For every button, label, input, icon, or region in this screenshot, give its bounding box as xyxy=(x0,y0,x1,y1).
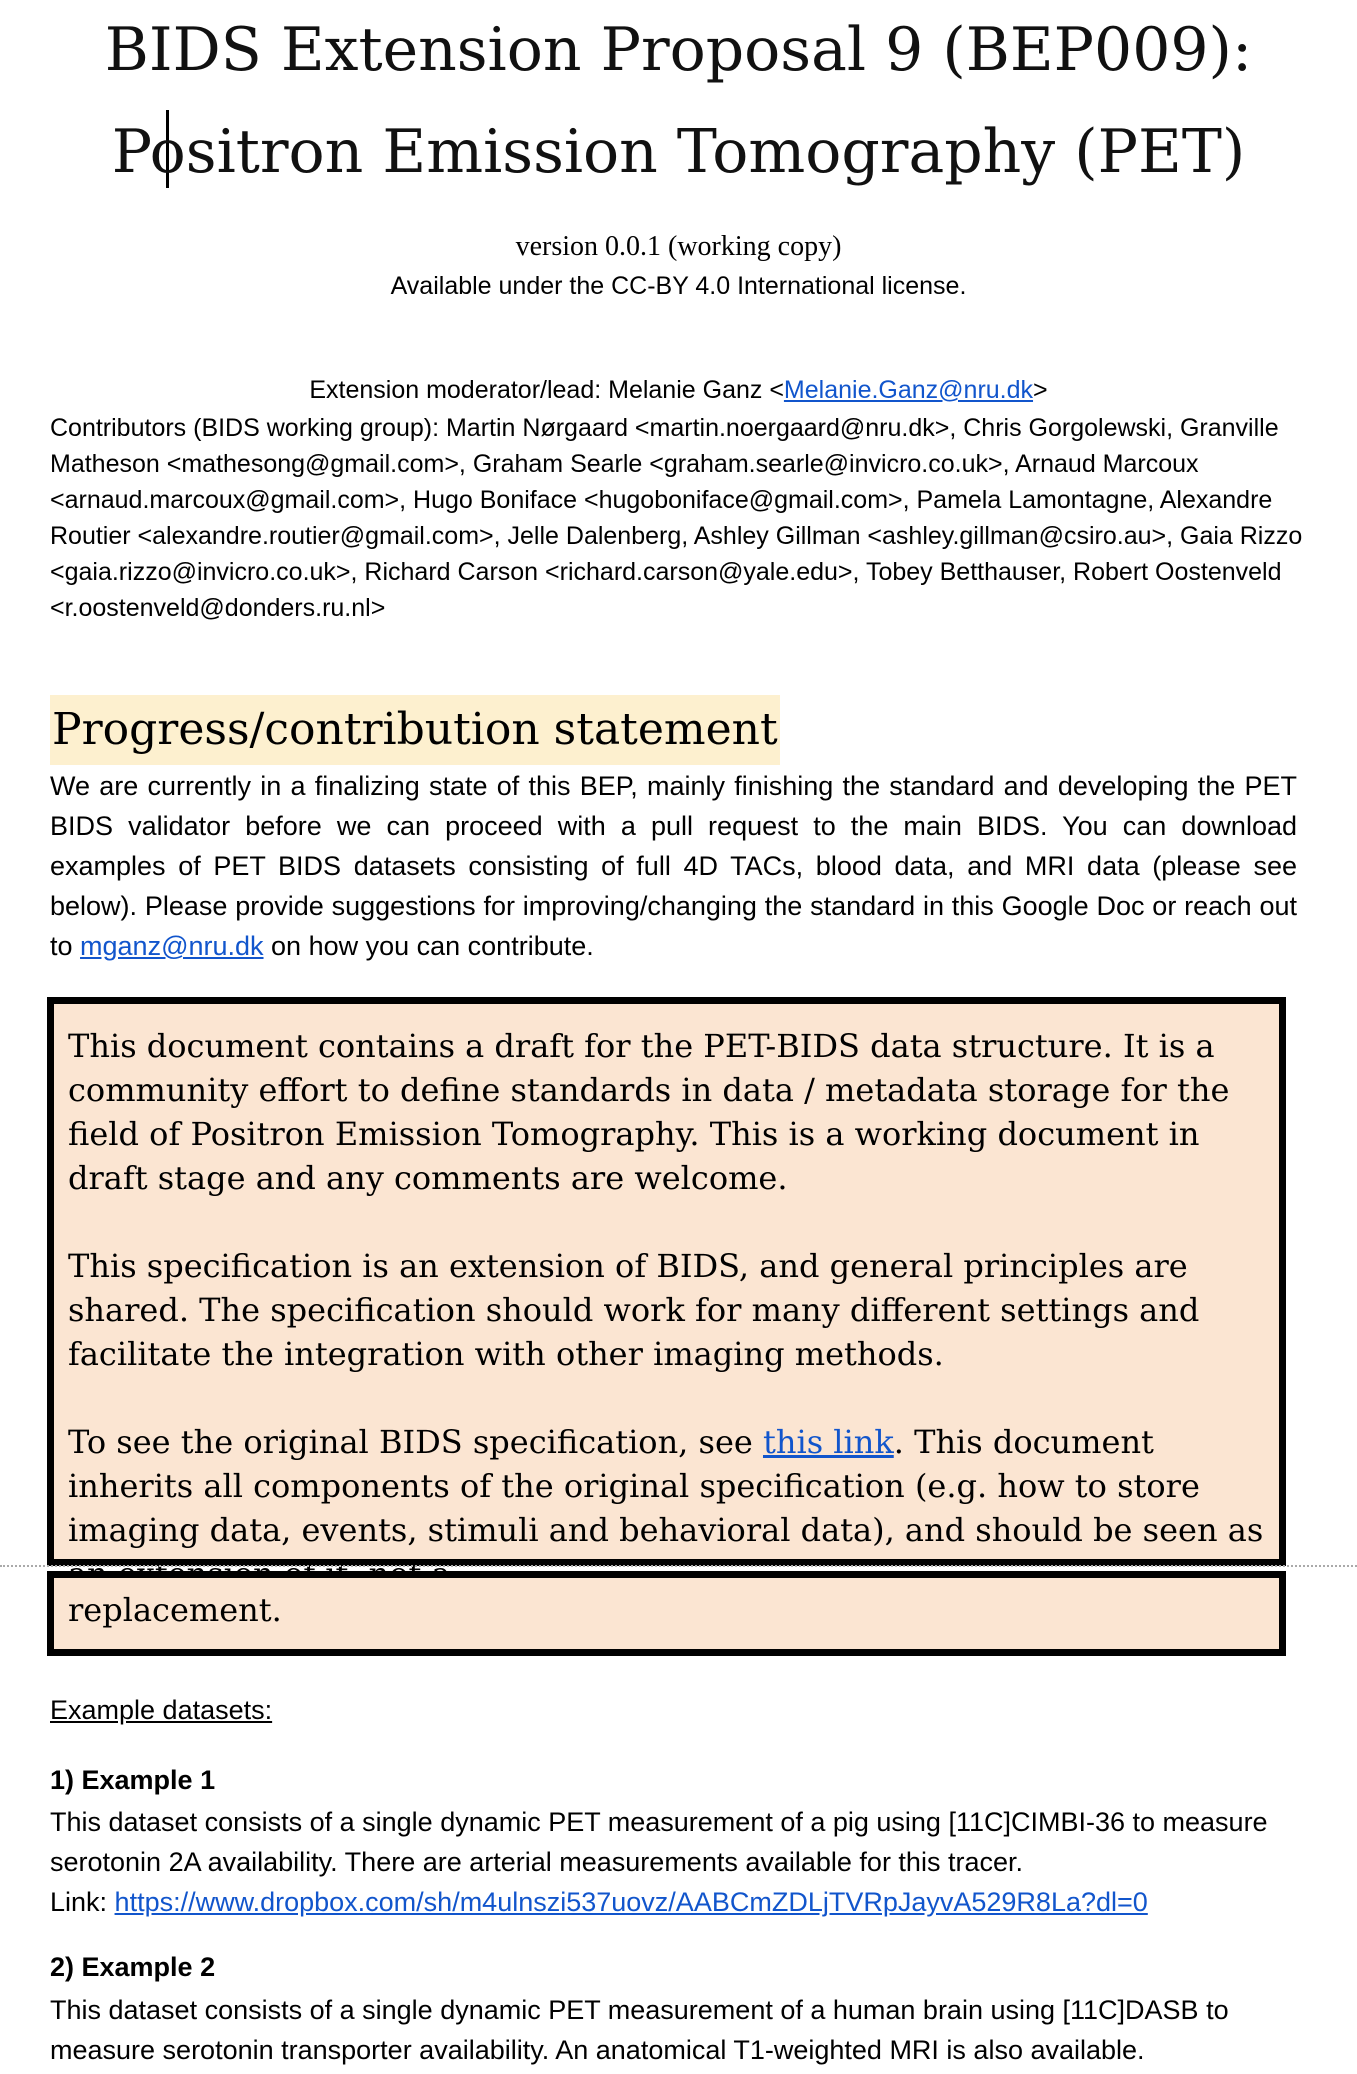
notice-text-end: . This document inherits all components of the original specification (e.g. how to store imaging data, events, stimuli and behavioral data), and should be seen as xyxy=(68,1423,1264,1549)
contributors-list: Contributors (BIDS working group): Martin Nørgaard <martin.noergaard@nru.dk>, Chris Gorgolewski, Granville Matheson <mathesong@gmail.com>, Graham Searle <graham.searle@invicro.co.uk>, Arnaud Marcoux <arnaud.marcoux@gmail.com>, Hugo Boniface <hugoboniface@gmail.com>, Pamela Lamontagne, Alexandre Routier <alexandre.routier@gmail.com>, Jelle Dalenberg, Ashley Gillman <ashley.gillman@csiro.au>, Gaia Rizzo <gaia.rizzo@invicro.co.uk>, Richard Carson <richard.carson@yale.edu>, Tobey Betthauser, Robert Oostenveld <r.oostenveld@donders.ru.nl> xyxy=(50,414,1303,622)
example-1-description xyxy=(50,1802,1310,1922)
notice-paragraph-1: This document contains a draft for the PET-BIDS data structure. It is a community effort to define standards in data / metadata storage for the field of Positron Emission Tomography. This is a working document in draft stage and any comments are welcome. xyxy=(68,1027,1230,1197)
example-1-title: 1) Example 1 xyxy=(50,1765,216,1795)
moderator-email-link[interactable]: Melanie.Ganz@nru.dk xyxy=(783,376,1034,404)
moderator-suffix: > xyxy=(1033,376,1048,404)
notice-text: To see the original BIDS specification, see xyxy=(68,1423,763,1461)
progress-text: We are currently in a finalizing state of this BEP, mainly finishing the standard and developing the PET BIDS validator before we can proceed with a pull request to the main BIDS. You can download examples of PET BIDS datasets consisting of full 4D TACs, blood data, and MRI data (please see below). Please provide suggestions for improving/changing the standard in this Google Doc or reach out to xyxy=(50,771,1297,961)
progress-paragraph xyxy=(50,766,1297,966)
notice-paragraph-3 xyxy=(68,1420,1265,1596)
document-title-line1: BIDS Extension Proposal 9 (BEP009): xyxy=(104,15,1253,85)
notice-box xyxy=(47,997,1286,1566)
progress-text-end: on how you can contribute. xyxy=(263,931,594,961)
progress-heading: Progress/contribution statement xyxy=(50,695,780,765)
license-text: Available under the CC-BY 4.0 International license. xyxy=(390,272,967,300)
document-title-line2: Positron Emission Tomography (PET) xyxy=(111,117,1246,187)
progress-heading-wrap xyxy=(50,695,780,765)
notice-paragraph-2: This specification is an extension of BIDS, and general principles are shared. The specification should work for many different settings and facilitate the integration with other imaging methods. xyxy=(68,1247,1200,1373)
bids-spec-link[interactable]: this link xyxy=(762,1423,894,1461)
notice-continuation-text: replacement. xyxy=(68,1591,282,1629)
notice-box-continuation xyxy=(47,1571,1286,1656)
contact-email-link[interactable]: mganz@nru.dk xyxy=(80,931,264,961)
example-2-title: 2) Example 2 xyxy=(50,1952,216,1982)
example-2-description: This dataset consists of a single dynamic PET measurement of a human brain using [11C]DASB to measure serotonin transporter availability. An anatomical T1-weighted MRI is also available. xyxy=(50,1995,1229,2065)
example-1-text: This dataset consists of a single dynamic PET measurement of a pig using [11C]CIMBI-36 to measure serotonin 2A availability. There are arterial measurements available for this tracer. xyxy=(50,1807,1268,1877)
examples-label: Example datasets: xyxy=(50,1695,273,1725)
moderator-line xyxy=(0,376,1357,405)
page-break-divider xyxy=(0,1565,1357,1567)
version-text: version 0.0.1 (working copy) xyxy=(515,231,842,262)
moderator-label: Extension moderator/lead: Melanie Ganz < xyxy=(309,376,784,404)
example-1-link[interactable]: https://www.dropbox.com/sh/m4ulnszi537uovz/AABCmZDLjTVRpJayvA529R8La?dl=0 xyxy=(114,1887,1148,1917)
example-1-link-label: Link: xyxy=(50,1887,115,1917)
